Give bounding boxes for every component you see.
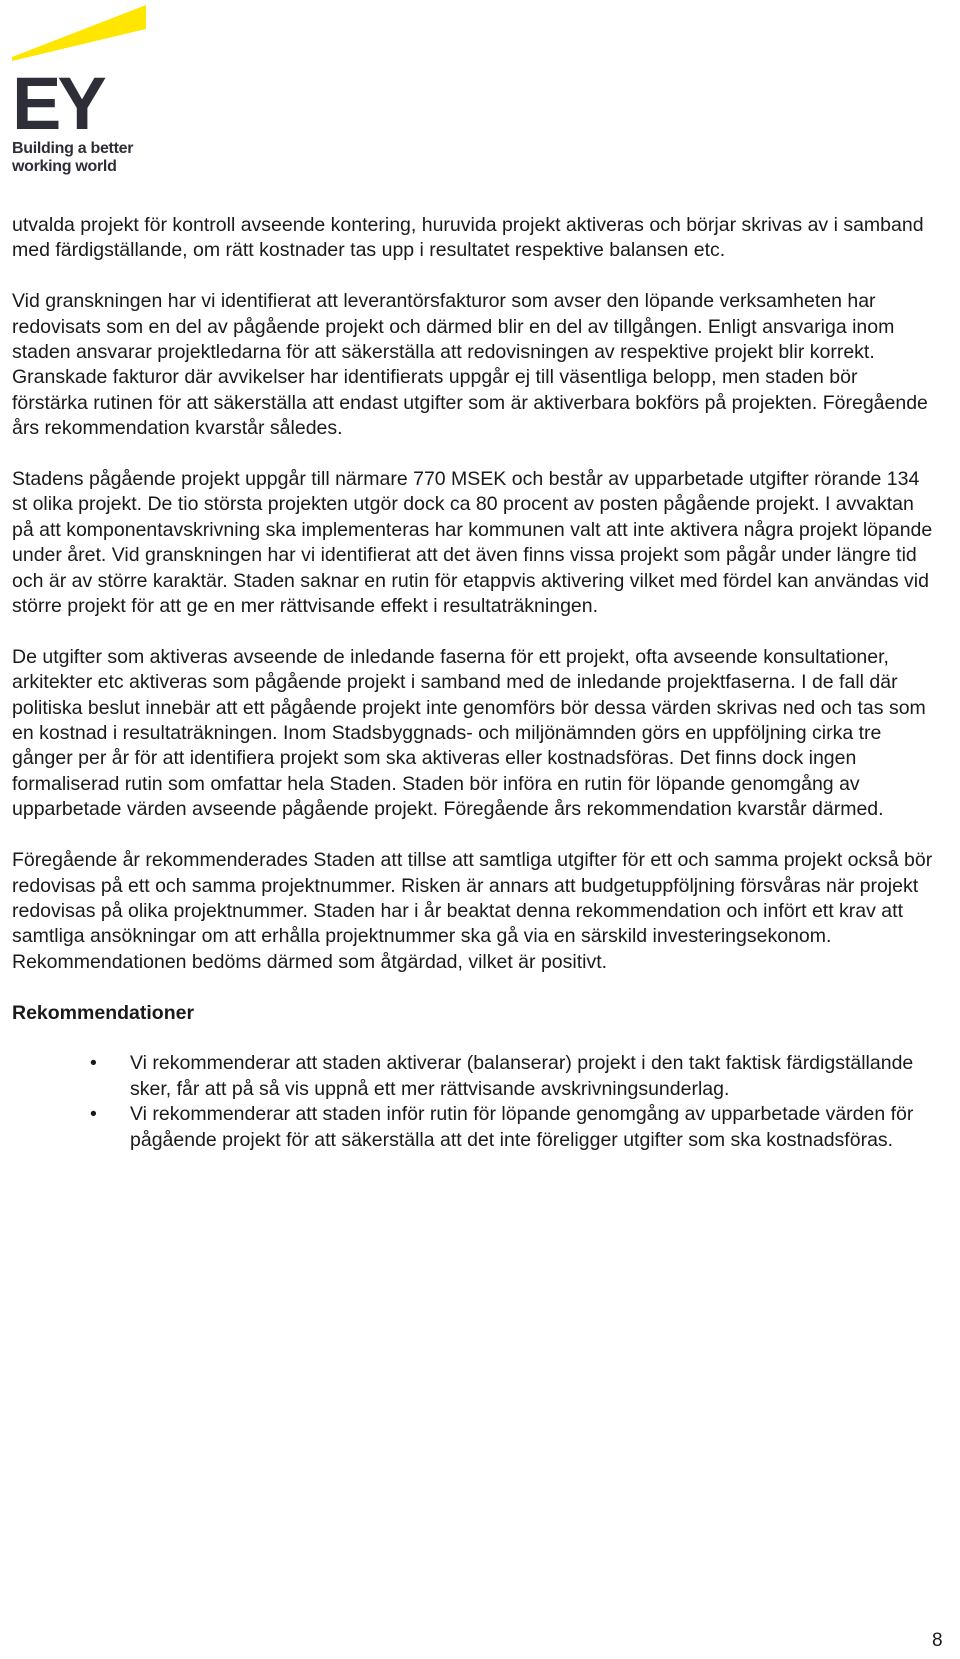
ey-logo-tagline-line1: Building a better — [12, 140, 134, 157]
paragraph: Vid granskningen har vi identifierat att leverantörsfakturor som avser den löpande verksamheten har redovisats som en del av pågående projekt och därmed blir en del av tillgången. Enligt ansvariga inom staden ansvarar projektledarna för att säkerställa att redovisningen av respektive projekt blir korrekt. Granskade fakturor där avvikelser har identifierats uppgår ej till väsentliga belopp, men staden bör förstärka rutinen för att säkerställa att endast utgifter som är aktiverbara bokförs på projekten. Föregående års rekommendation kvarstår således. — [12, 290, 928, 440]
recommendations-heading: Rekommendationer — [12, 1001, 195, 1024]
list-item-text: Vi rekommenderar att staden aktiverar (balanserar) projekt i den takt faktisk färdigställande sker, får att på så vis uppnå ett mer rättvisande avskrivningsunderlag. — [130, 1052, 914, 1100]
ey-logo-tagline-line2: working world — [12, 158, 117, 175]
bullet-icon: • — [90, 1052, 97, 1075]
page-number: 8 — [932, 1630, 943, 1651]
ey-logo — [10, 5, 155, 175]
ey-logo-tagline — [12, 140, 133, 176]
list-item — [12, 1102, 937, 1153]
ey-logo-letters: EY — [12, 62, 103, 145]
list-item — [12, 1051, 937, 1102]
paragraph: De utgifter som aktiveras avseende de inledande faserna för ett projekt, ofta avseende konsultationer, arkitekter etc aktiveras som pågående projekt i samband med de inledande projektfaserna. I de fall där politiska beslut innebär att ett pågående projekt inte genomförs bör dessa värden skrivas ned och tas som en kostnad i resultaträkningen. Inom Stadsbyggnads- och miljönämnden görs en uppföljning cirka tre gånger per år för att identifiera projekt som ska aktiveras eller kostnadsföras. Det finns dock ingen formaliserad rutin som omfattar hela Staden. Staden bör införa en rutin för löpande genomgång av upparbetade värden avseende pågående projekt. Föregående års rekommendation kvarstår därmed. — [12, 645, 926, 821]
paragraph: utvalda projekt för kontroll avseende kontering, huruvida projekt aktiveras och börjar skrivas av i samband med färdigställande, om rätt kostnader tas upp i resultatet respektive balansen etc. — [12, 214, 924, 262]
bullet-icon: • — [90, 1103, 97, 1126]
paragraph: Stadens pågående projekt uppgår till närmare 770 MSEK och består av upparbetade utgifter rörande 134 st olika projekt. De tio största projekten utgör dock ca 80 procent av posten pågående projekt. I avvaktan på att komponentavskrivning ska implementeras har kommunen valt att inte aktivera några projekt löpande under året. Vid granskningen har vi identifierat att det även finns vissa projekt som pågår under längre tid och är av större karaktär. Staden saknar en rutin för etappvis aktivering vilket med fördel kan användas vid större projekt för att ge en mer rättvisande effekt i resultaträkningen. — [12, 468, 933, 618]
ey-logo-beam-icon — [10, 5, 150, 65]
document-body — [12, 213, 937, 1153]
recommendations-list — [12, 1051, 937, 1153]
list-item-text: Vi rekommenderar att staden inför rutin för löpande genomgång av upparbetade värden för pågående projekt för att säkerställa att det inte föreligger utgifter som ska kostnadsföras. — [130, 1103, 914, 1151]
paragraph: Föregående år rekommenderades Staden att tillse att samtliga utgifter för ett och samma projekt också bör redovisas på ett och samma projektnummer. Risken är annars att budgetuppföljning försvåras när projekt redovisas på olika projektnummer. Staden har i år beaktat denna rekommendation och infört ett krav att samtliga ansökningar om att erhålla projektnummer ska gå via en särskild investeringsekonom. Rekommendationen bedöms därmed som åtgärdad, vilket är positivt. — [12, 849, 933, 973]
